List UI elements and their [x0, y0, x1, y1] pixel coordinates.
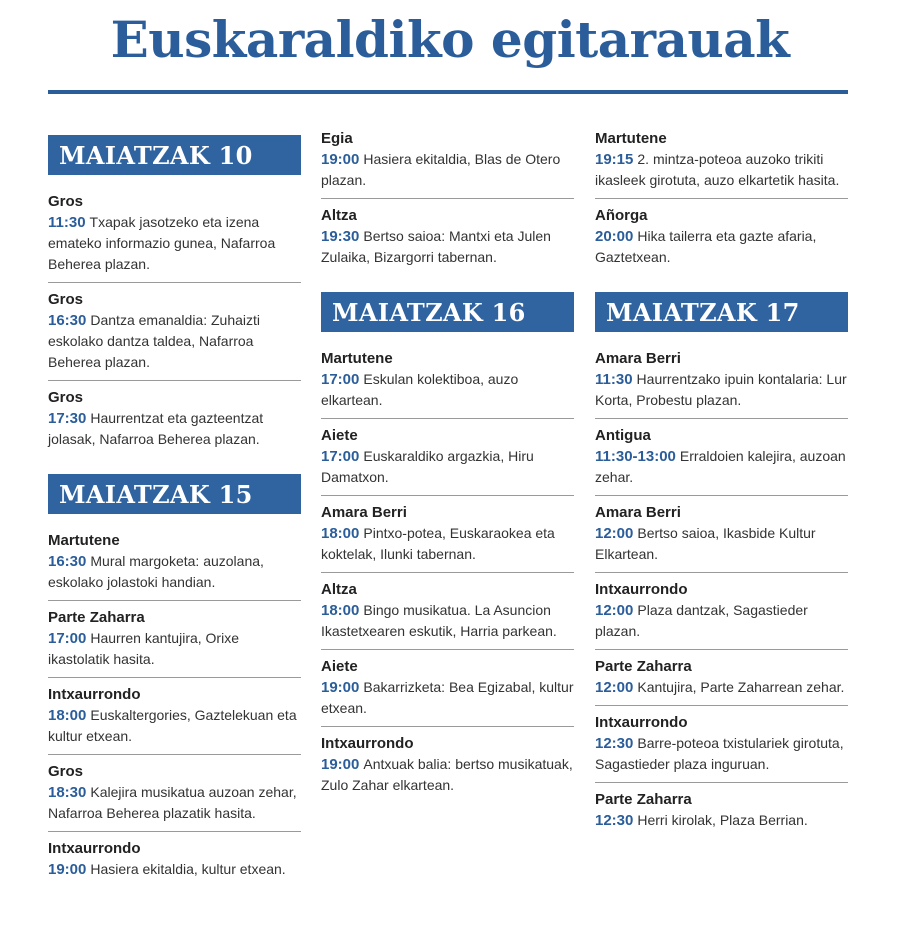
event-description: Euskaltergories, Gaztelekuan eta kultur etxean. — [48, 707, 297, 744]
event-entry — [48, 754, 301, 831]
column-3 — [595, 128, 848, 838]
event-description: Bingo musikatua. La Asuncion Ikastetxearen eskutik, Harria parkean. — [321, 602, 557, 639]
event-place: Gros — [48, 763, 84, 780]
event-place: Aiete — [321, 427, 358, 444]
day-header: MAIATZAK 10 — [48, 135, 301, 175]
event-description: Barre-poteoa txistulariek girotuta, Sagastieder plaza inguruan. — [595, 735, 844, 772]
event-time: 17:00 — [48, 630, 87, 647]
event-time: 12:30 — [595, 735, 634, 752]
event-entry — [595, 495, 848, 572]
event-place: Aiete — [321, 658, 358, 675]
event-description: Bertso saioa, Ikasbide Kultur Elkartean. — [595, 525, 816, 562]
event-description: Kantujira, Parte Zaharrean zehar. — [637, 679, 845, 695]
event-time: 19:00 — [321, 679, 360, 696]
event-time: 18:00 — [48, 707, 87, 724]
event-description: 2. mintza-poteoa auzoko trikiti ikasleek girotuta, auzo elkartetik hasita. — [595, 151, 840, 188]
event-entry — [595, 198, 848, 275]
event-place: Altza — [321, 207, 357, 224]
event-time: 18:30 — [48, 784, 87, 801]
event-description: Dantza emanaldia: Zuhaizti eskolako dantza taldea, Nafarroa Beherea plazan. — [48, 312, 261, 370]
event-entry — [321, 649, 574, 726]
event-place: Amara Berri — [595, 504, 681, 521]
event-entry — [321, 495, 574, 572]
event-description: Plaza dantzak, Sagastieder plazan. — [595, 602, 808, 639]
event-time: 12:00 — [595, 679, 634, 696]
event-entry — [321, 198, 574, 275]
event-place: Gros — [48, 291, 84, 308]
event-place: Martutene — [321, 350, 393, 367]
event-description: Hika tailerra eta gazte afaria, Gaztetxean. — [595, 228, 817, 265]
event-place: Intxaurrondo — [595, 581, 688, 598]
event-description: Haurren kantujira, Orixe ikastolatik hasita. — [48, 630, 239, 667]
event-place: Amara Berri — [321, 504, 407, 521]
event-entry — [595, 128, 848, 198]
event-place: Gros — [48, 193, 84, 210]
event-description: Hasiera ekitaldia, kultur etxean. — [90, 861, 286, 877]
column-1 — [48, 126, 301, 887]
event-time: 18:00 — [321, 602, 360, 619]
event-place: Egia — [321, 130, 353, 147]
event-place: Parte Zaharra — [595, 658, 692, 675]
event-place: Gros — [48, 389, 84, 406]
event-time: 12:00 — [595, 602, 634, 619]
event-entry — [595, 572, 848, 649]
event-entry — [321, 726, 574, 803]
event-time: 17:30 — [48, 410, 87, 427]
event-description: Pintxo-potea, Euskaraokea eta koktelak, Ilunki tabernan. — [321, 525, 555, 562]
event-entry — [48, 282, 301, 380]
event-time: 19:30 — [321, 228, 360, 245]
event-description: Herri kirolak, Plaza Berrian. — [637, 812, 808, 828]
event-description: Erraldoien kalejira, auzoan zehar. — [595, 448, 846, 485]
event-place: Martutene — [48, 532, 120, 549]
event-entry — [321, 572, 574, 649]
event-time: 20:00 — [595, 228, 634, 245]
event-description: Antxuak balia: bertso musikatuak, Zulo Zahar elkartean. — [321, 756, 573, 793]
event-place: Parte Zaharra — [48, 609, 145, 626]
event-description: Mural margoketa: auzolana, eskolako jolastoki handian. — [48, 553, 264, 590]
event-time: 11:30-13:00 — [595, 448, 676, 465]
event-entry — [595, 782, 848, 838]
event-description: Haurrentzako ipuin kontalaria: Lur Korta, Probestu plazan. — [595, 371, 847, 408]
event-description: Euskaraldiko argazkia, Hiru Damatxon. — [321, 448, 534, 485]
event-entry — [595, 649, 848, 705]
event-entry — [595, 418, 848, 495]
event-place: Añorga — [595, 207, 648, 224]
event-entry — [595, 348, 848, 418]
event-time: 19:00 — [48, 861, 87, 878]
event-description: Eskulan kolektiboa, auzo elkartean. — [321, 371, 519, 408]
event-entry — [48, 677, 301, 754]
event-place: Amara Berri — [595, 350, 681, 367]
event-entry — [321, 348, 574, 418]
event-time: 19:00 — [321, 756, 360, 773]
title-rule — [48, 90, 848, 94]
event-place: Martutene — [595, 130, 667, 147]
event-description: Bertso saioa: Mantxi eta Julen Zulaika, Bizargorri tabernan. — [321, 228, 551, 265]
event-time: 16:30 — [48, 312, 87, 329]
event-time: 17:00 — [321, 448, 360, 465]
day-header: MAIATZAK 16 — [321, 292, 574, 332]
event-time: 12:00 — [595, 525, 634, 542]
event-entry — [48, 831, 301, 887]
event-entry — [48, 530, 301, 600]
event-time: 12:30 — [595, 812, 634, 829]
event-place: Altza — [321, 581, 357, 598]
event-time: 11:30 — [48, 214, 86, 231]
event-description: Haurrentzat eta gazteentzat jolasak, Nafarroa Beherea plazan. — [48, 410, 264, 447]
event-place: Intxaurrondo — [48, 840, 141, 857]
event-entry — [321, 128, 574, 198]
day-header: MAIATZAK 17 — [595, 292, 848, 332]
page-title: Euskaraldiko egitarauak — [110, 10, 790, 69]
event-entry — [48, 600, 301, 677]
event-place: Intxaurrondo — [321, 735, 414, 752]
event-description: Bakarrizketa: Bea Egizabal, kultur etxean. — [321, 679, 574, 716]
day-header: MAIATZAK 15 — [48, 474, 301, 514]
event-description: Txapak jasotzeko eta izena emateko informazio gunea, Nafarroa Beherea plazan. — [48, 214, 276, 272]
event-description: Kalejira musikatua auzoan zehar, Nafarroa Beherea plazatik hasita. — [48, 784, 297, 821]
event-place: Intxaurrondo — [595, 714, 688, 731]
event-time: 17:00 — [321, 371, 360, 388]
event-description: Hasiera ekitaldia, Blas de Otero plazan. — [321, 151, 561, 188]
event-entry — [48, 191, 301, 282]
event-time: 19:00 — [321, 151, 360, 168]
event-place: Parte Zaharra — [595, 791, 692, 808]
event-time: 11:30 — [595, 371, 633, 388]
event-entry — [48, 380, 301, 457]
event-time: 16:30 — [48, 553, 87, 570]
event-place: Intxaurrondo — [48, 686, 141, 703]
event-time: 18:00 — [321, 525, 360, 542]
event-entry — [595, 705, 848, 782]
event-place: Antigua — [595, 427, 651, 444]
column-2 — [321, 128, 574, 803]
event-time: 19:15 — [595, 151, 634, 168]
event-entry — [321, 418, 574, 495]
